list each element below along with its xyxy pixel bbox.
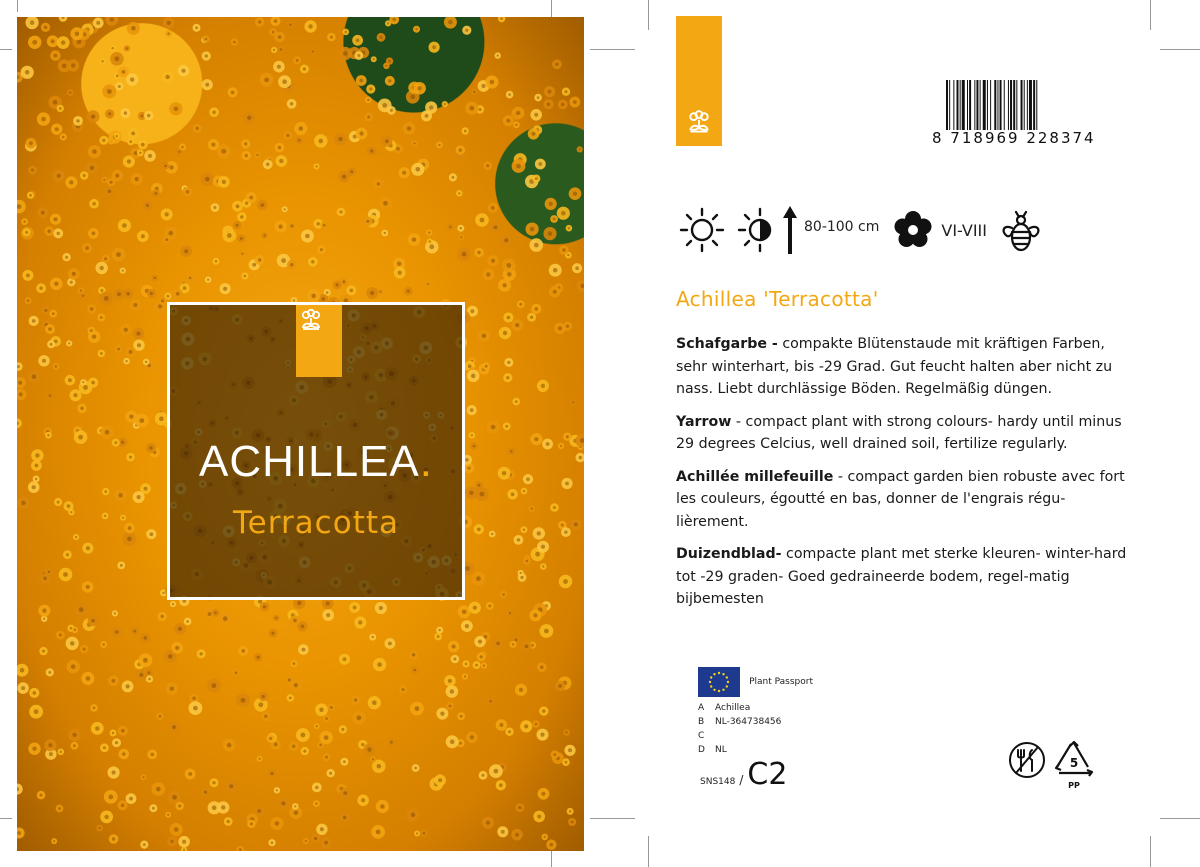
passport-row: A Achillea — [698, 703, 751, 713]
flowering-months: VI-VIII — [941, 220, 987, 240]
flower-pot-icon — [683, 106, 715, 138]
passport-rows — [698, 701, 898, 757]
product-code — [700, 757, 787, 792]
flower-photo — [17, 17, 584, 851]
crop-mark — [1160, 49, 1200, 50]
cultivar-title: Terracotta — [233, 505, 399, 541]
height-arrow-icon — [780, 204, 800, 256]
passport-row: C — [698, 731, 705, 741]
care-icons — [676, 205, 1043, 255]
crop-mark — [0, 818, 12, 819]
full-sun-icon — [676, 205, 728, 255]
recycle-icon — [1053, 740, 1095, 796]
crop-mark — [648, 836, 649, 867]
description-fr: Achillée millefeuille - compact garden bien robuste avec fort les couleurs, égoutté en bas, donner de l'engrais régu-lièrement. — [676, 468, 1125, 530]
crop-mark — [1150, 0, 1151, 30]
height-value: 80-100 cm — [804, 219, 880, 235]
half-shade-icon — [734, 205, 778, 255]
crop-mark — [1150, 836, 1151, 867]
description-de: Schafgarbe - compakte Blütenstaude mit kräftigen Farben, sehr winterhart, bis -29 Grad. Gut feucht halten aber nicht zu nass. Liebt durchlässige Böden. Regelmäßig düngen. — [676, 336, 1113, 397]
description-en: Yarrow - compact plant with strong colours- hardy until minus 29 degrees Celcius, well drained soil, fertilize regularly. — [676, 413, 1122, 452]
crop-mark — [1160, 818, 1200, 819]
passport-title: Plant Passport — [749, 677, 813, 687]
genus-title: ACHILLEA. — [199, 437, 433, 486]
recycle-number: 5 — [1069, 756, 1079, 770]
crop-mark — [0, 49, 12, 50]
grade-code: C2 — [747, 757, 788, 792]
not-for-food-icon — [1007, 740, 1047, 784]
plant-passport — [698, 667, 898, 757]
bee-icon — [999, 206, 1043, 254]
crop-mark — [590, 49, 635, 50]
description-block — [676, 333, 1131, 621]
description-nl: Duizendblad- compacte plant met sterke kleuren- winter-hard tot -29 graden- Goed gedraineerde bodem, regel-matig bijbemesten — [676, 546, 1127, 607]
eu-flag-icon — [698, 667, 740, 697]
packaging-symbols — [1007, 740, 1095, 796]
brand-tab — [676, 16, 722, 146]
crop-mark — [648, 0, 649, 30]
passport-row: B NL-364738456 — [698, 717, 782, 727]
sns-code: SNS148 — [700, 777, 736, 787]
flower-icon — [891, 208, 935, 252]
passport-row: D NL — [698, 745, 727, 755]
crop-mark — [590, 818, 635, 819]
title-box — [167, 302, 465, 600]
barcode-digits: 8 718969 228374 — [932, 129, 1096, 147]
plant-name: Achillea 'Terracotta' — [676, 287, 879, 311]
brand-logo-tab — [296, 305, 342, 377]
code-separator: / — [739, 773, 744, 787]
flower-pot-icon — [296, 305, 326, 335]
recycle-material: PP — [1068, 781, 1080, 790]
crop-mark — [17, 0, 18, 12]
